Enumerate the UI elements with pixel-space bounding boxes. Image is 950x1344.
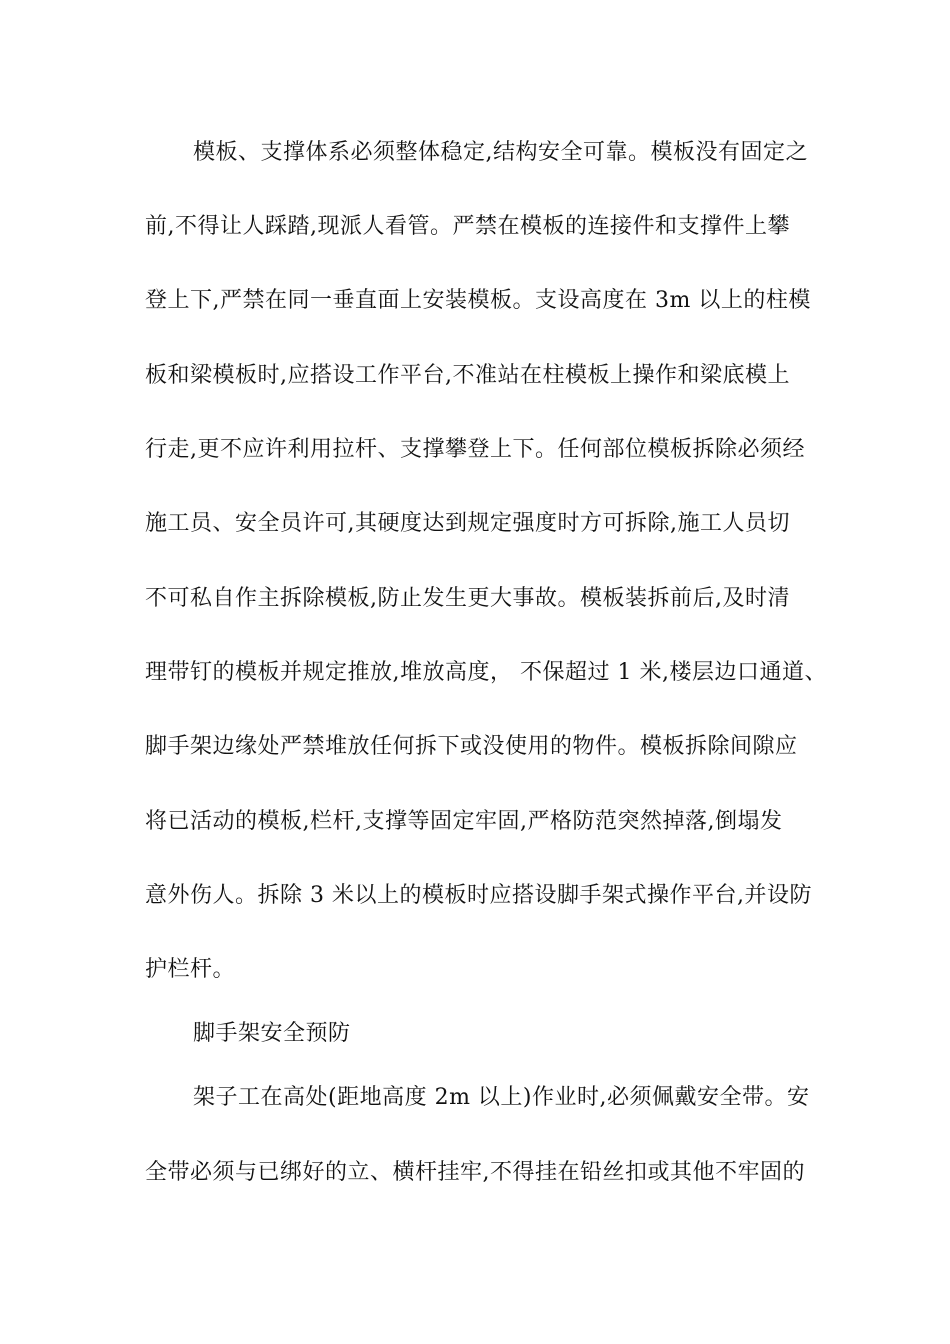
paragraph-line: 架子工在高处(距地高度 2m 以上)作业时,必须佩戴安全带。安	[193, 1085, 810, 1110]
paragraph-line: 登上下,严禁在同一垂直面上安装模板。支设高度在 3m 以上的柱模	[145, 288, 811, 313]
paragraph-line: 将已活动的模板,栏杆,支撑等固定牢固,严格防范突然掉落,倒塌发	[145, 809, 783, 834]
paragraph-line: 脚手架边缘处严禁堆放任何拆下或没使用的物件。模板拆除间隙应	[145, 734, 798, 759]
paragraph-line: 理带钉的模板并规定推放,堆放高度， 不保超过 1 米,楼层边口通道、	[145, 660, 827, 685]
paragraph-line: 模板、支撑体系必须整体稳定,结构安全可靠。模板没有固定之	[193, 140, 808, 165]
paragraph-line: 行走,更不应许利用拉杆、支撑攀登上下。任何部位模板拆除必须经	[145, 437, 805, 462]
paragraph-line: 护栏杆。	[145, 957, 236, 982]
section-heading: 脚手架安全预防	[193, 1021, 351, 1046]
paragraph-line: 全带必须与已绑好的立、横杆挂牢,不得挂在铅丝扣或其他不牢固的	[145, 1160, 805, 1185]
paragraph-line: 施工员、安全员许可,其硬度达到规定强度时方可拆除,施工人员切	[145, 511, 790, 536]
paragraph-line: 意外伤人。拆除 3 米以上的模板时应搭设脚手架式操作平台,并设防	[145, 883, 812, 908]
paragraph-line: 板和梁模板时,应搭设工作平台,不准站在柱模板上操作和梁底模上	[145, 363, 790, 388]
paragraph-line: 不可私自作主拆除模板,防止发生更大事故。模板装拆前后,及时清	[145, 586, 790, 611]
paragraph-line: 前,不得让人踩踏,现派人看管。严禁在模板的连接件和支撑件上攀	[145, 214, 790, 239]
